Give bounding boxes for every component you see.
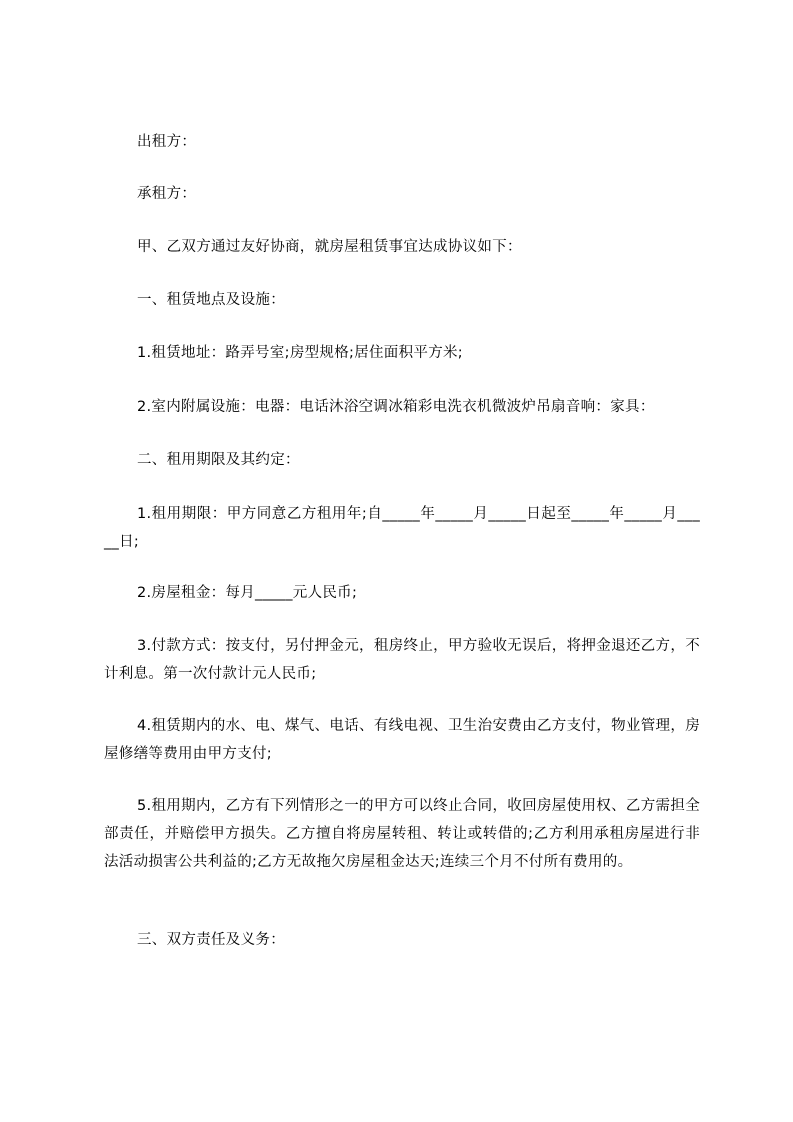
lessee-line: 承租方：	[137, 186, 197, 202]
clause-2-4: 4.租赁期内的水、电、煤气、电话、有线电视、卫生治安费由乙方支付，物业管理，房屋修缮等费用由甲方支付;	[104, 718, 700, 762]
clause-1-1: 1.租赁地址：路弄号室;房型规格;居住面积平方米;	[137, 345, 463, 361]
agreement-intro: 甲、乙双方通过友好协商，就房屋租赁事宜达成协议如下：	[137, 239, 522, 255]
lessor-line: 出租方：	[137, 134, 197, 150]
clause-1-2: 2.室内附属设施：电器：电话沐浴空调冰箱彩电洗衣机微波炉吊扇音响：家具：	[137, 399, 655, 415]
clause-2-2: 2.房屋租金：每月_____元人民币;	[137, 585, 358, 601]
clause-2-1: 1.租用期限：甲方同意乙方租用年;自_____年_____月_____日起至_____年_____月_____日;	[104, 506, 700, 550]
section-heading-2: 二、租用期限及其约定：	[137, 452, 300, 468]
section-heading-1: 一、租赁地点及设施：	[137, 292, 285, 308]
clause-2-5: 5.租用期内，乙方有下列情形之一的甲方可以终止合同，收回房屋使用权、乙方需担全部责任，并赔偿甲方损失。乙方擅自将房屋转租、转让或转借的;乙方利用承租房屋进行非法活动损害公共利益的;乙方无故拖欠房屋租金达天;连续三个月不付所有费用的。	[104, 798, 700, 870]
section-heading-3: 三、双方责任及义务：	[137, 932, 285, 948]
clause-2-3: 3.付款方式：按支付，另付押金元，租房终止，甲方验收无误后，将押金退还乙方，不计利息。第一次付款计元人民币;	[104, 638, 700, 682]
